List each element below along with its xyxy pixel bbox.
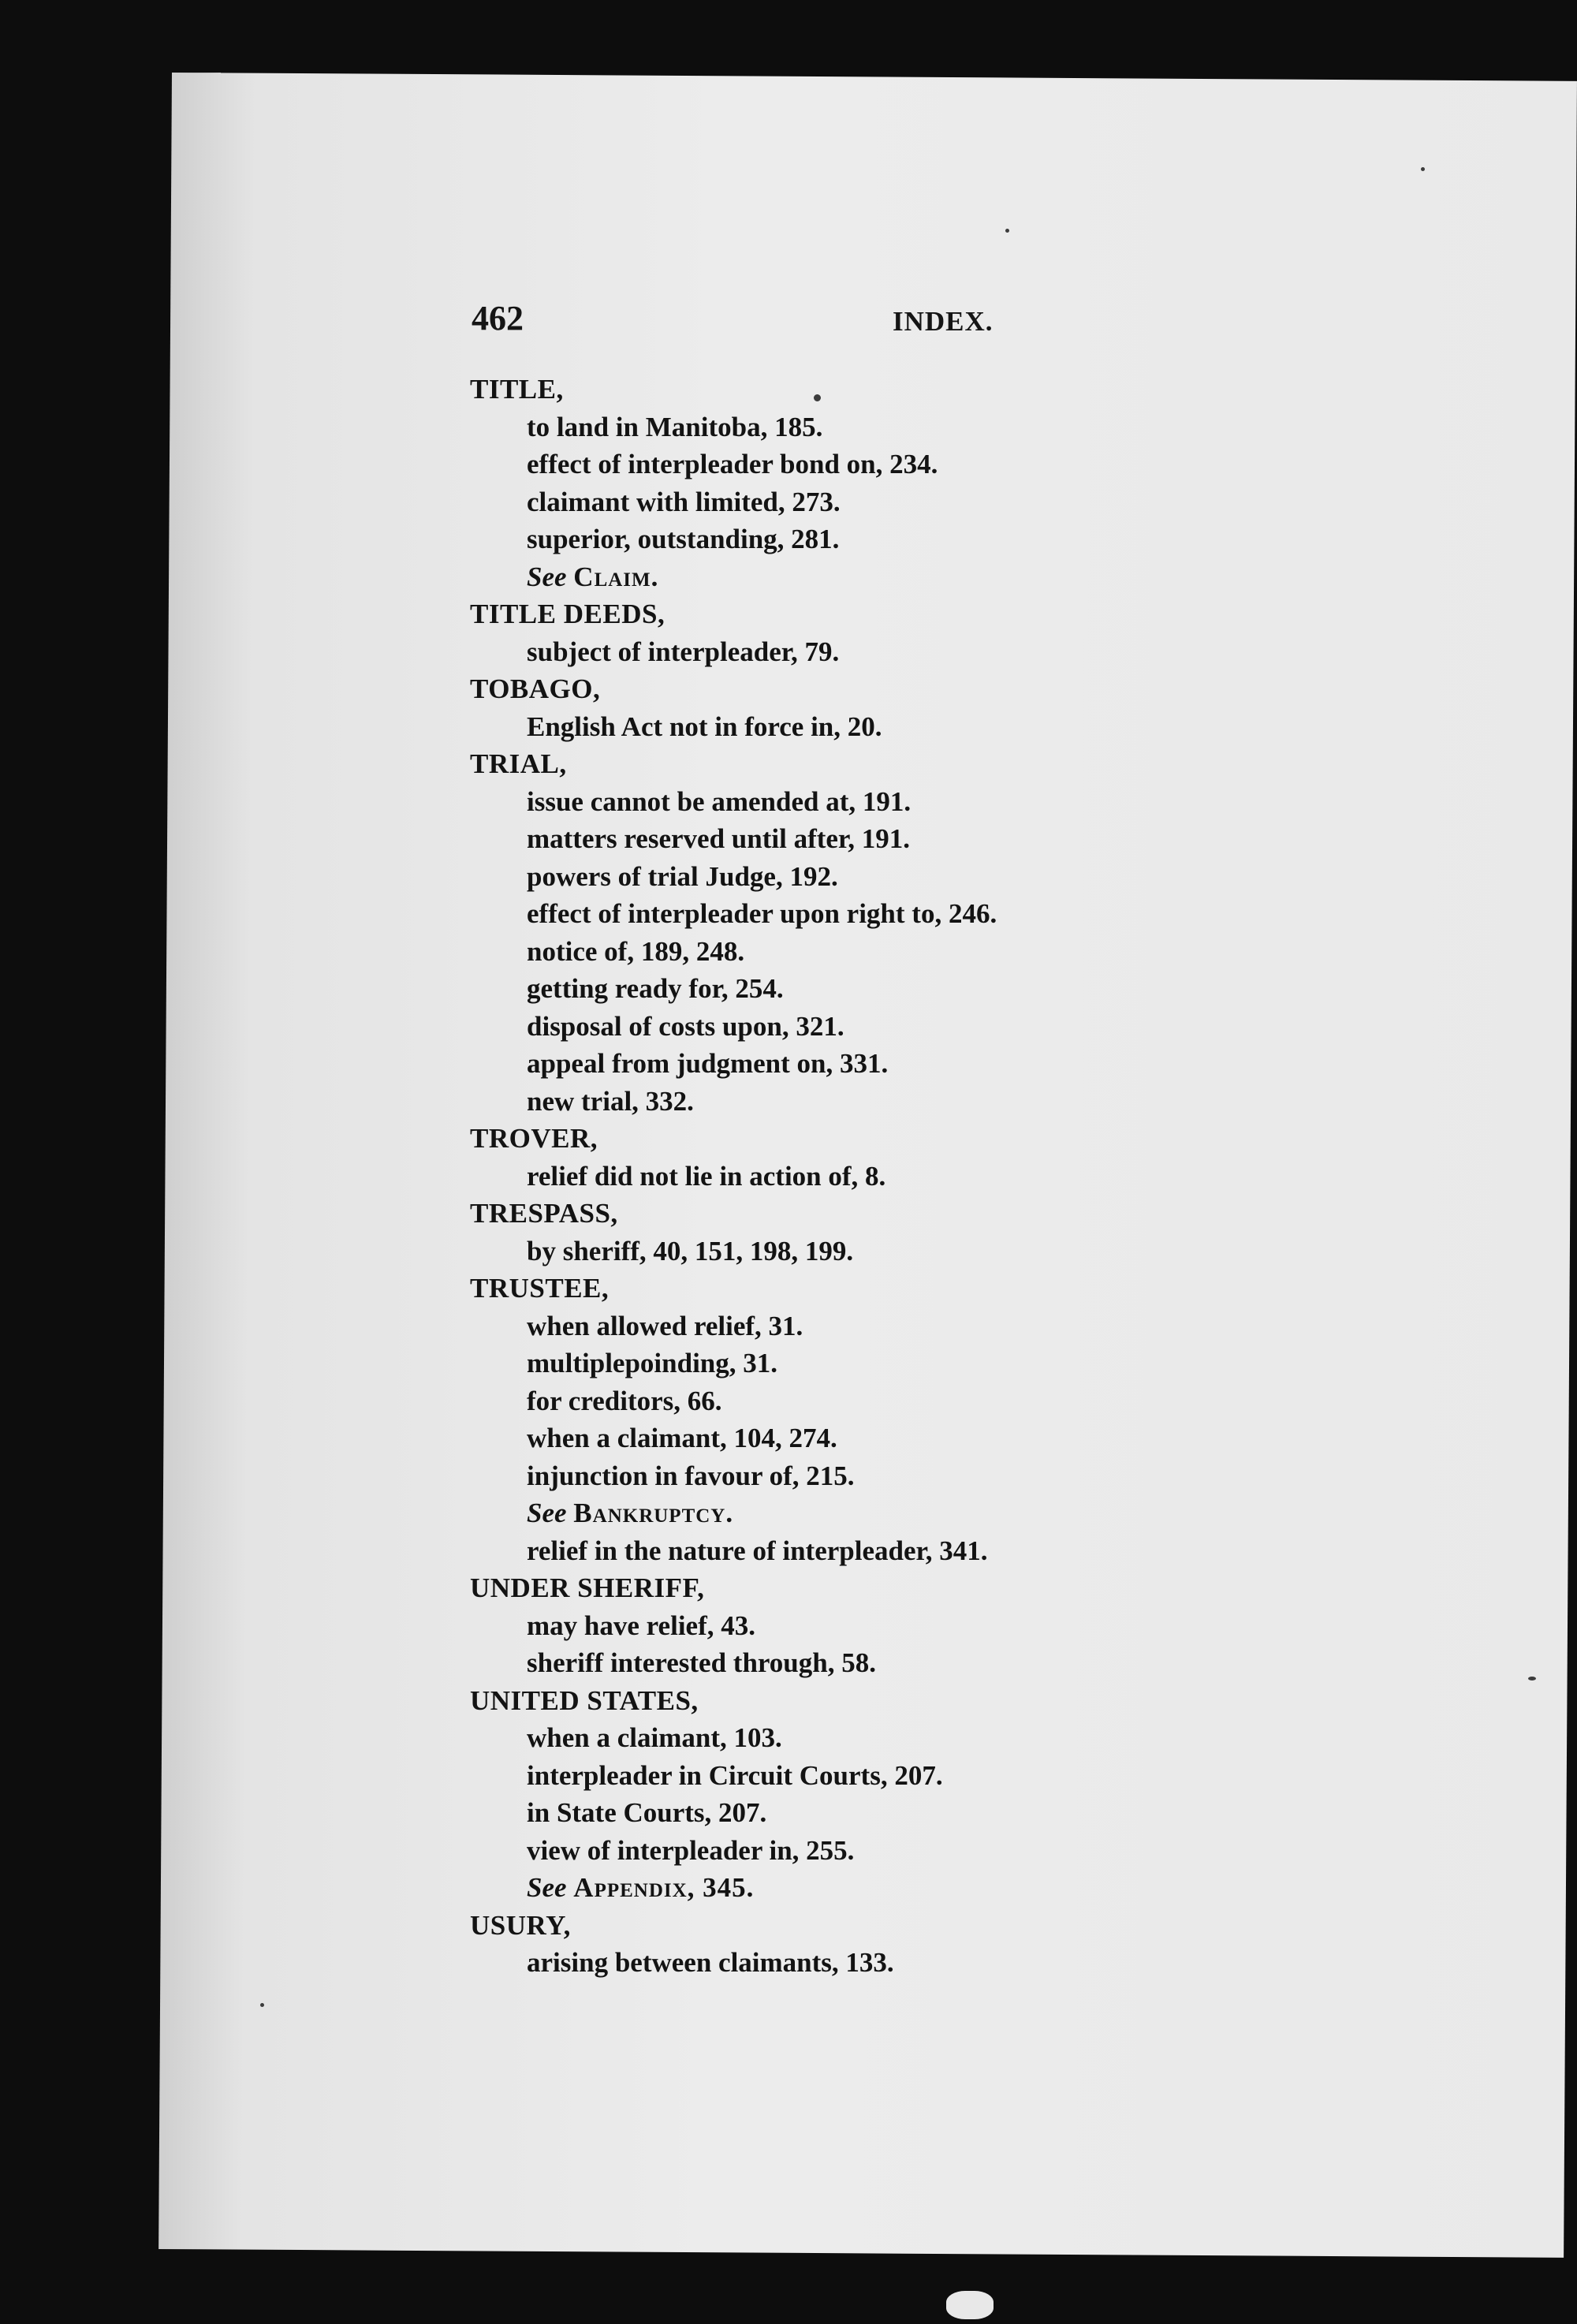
entry-heading: UNDER SHERIFF, (470, 1572, 705, 1603)
see-target: Claim. (573, 561, 659, 592)
entry-subitem: claimant with limited, 273. (527, 486, 841, 517)
entry-heading: TOBAGO, (470, 673, 601, 704)
see-target: Appendix, 345. (573, 1872, 755, 1903)
cross-reference (470, 558, 1416, 596)
entry-subitem: when allowed relief, 31. (527, 1310, 803, 1341)
index-entry-trover (470, 1120, 1416, 1195)
index-entry-trial (470, 745, 1416, 1120)
dust-speck (814, 394, 821, 401)
entry-subitem: view of interpleader in, 255. (527, 1834, 855, 1866)
index-entry-trespass (470, 1195, 1416, 1270)
index-entry-under-sheriff (470, 1569, 1416, 1682)
dust-speck (1005, 229, 1009, 233)
entry-heading: TROVER, (470, 1123, 598, 1154)
entry-subitem: interpleader in Circuit Courts, 207. (527, 1759, 943, 1791)
entry-subitem: when a claimant, 104, 274. (527, 1423, 837, 1453)
dust-speck (260, 2003, 264, 2007)
entry-subitem: superior, outstanding, 281. (527, 524, 840, 554)
entry-subitem: getting ready for, 254. (527, 973, 784, 1004)
entry-heading: TRESPASS, (470, 1198, 618, 1229)
page-title: INDEX. (893, 306, 994, 337)
entry-subitem: notice of, 189, 248. (527, 935, 745, 967)
entry-subitem: in State Courts, 207. (527, 1797, 767, 1828)
entry-subitem: multiplepoinding, 31. (527, 1348, 778, 1378)
index-entry-usury (470, 1907, 1416, 1982)
dust-speck (1528, 1677, 1536, 1681)
see-label: See (527, 1498, 567, 1528)
entry-subitem: relief in the nature of interpleader, 341. (527, 1535, 988, 1566)
entry-subitem: relief did not lie in action of, 8. (527, 1160, 886, 1192)
entry-subitem: subject of interpleader, 79. (527, 636, 840, 667)
index-entry-united-states (470, 1682, 1416, 1907)
entry-subitem: disposal of costs upon, 321. (527, 1010, 844, 1042)
entry-subitem: when a claimant, 103. (527, 1722, 782, 1753)
cross-reference (470, 1869, 1416, 1907)
entry-subitem: new trial, 332. (527, 1085, 694, 1117)
entry-subitem: English Act not in force in, 20. (527, 711, 882, 742)
index-list (470, 371, 1416, 1982)
entry-heading: UNITED STATES, (470, 1684, 699, 1716)
entry-heading: TRUSTEE, (470, 1273, 610, 1304)
entry-subitem: issue cannot be amended at, 191. (527, 785, 912, 817)
index-entry-title (470, 371, 1416, 595)
entry-subitem: effect of interpleader upon right to, 246. (527, 898, 997, 929)
index-entry-title-deeds (470, 595, 1416, 670)
index-entry-trustee (470, 1270, 1416, 1569)
cross-reference (470, 1494, 1416, 1532)
entry-subitem: arising between claimants, 133. (527, 1947, 894, 1978)
film-smudge (946, 2291, 994, 2319)
entry-subitem: powers of trial Judge, 192. (527, 860, 838, 892)
entry-subitem: sheriff interested through, 58. (527, 1647, 876, 1678)
see-target: Bankruptcy. (573, 1498, 734, 1528)
see-label: See (527, 1872, 567, 1903)
entry-heading: TITLE, (470, 374, 564, 405)
index-entry-tobago (470, 670, 1416, 745)
entry-subitem: appeal from judgment on, 331. (527, 1048, 889, 1079)
entry-subitem: matters reserved until after, 191. (527, 823, 910, 854)
entry-subitem: may have relief, 43. (527, 1610, 755, 1641)
entry-heading: TITLE DEEDS, (470, 599, 665, 629)
entry-subitem: effect of interpleader bond on, 234. (527, 449, 938, 479)
entry-heading: USURY, (470, 1909, 571, 1941)
entry-heading: TRIAL, (470, 748, 567, 779)
entry-subitem: by sheriff, 40, 151, 198, 199. (527, 1235, 854, 1266)
dust-speck (1421, 167, 1425, 171)
running-head (472, 298, 1023, 345)
entry-subitem: to land in Manitoba, 185. (527, 411, 823, 442)
see-label: See (527, 561, 567, 592)
page-number: 462 (472, 299, 524, 338)
entry-subitem: injunction in favour of, 215. (527, 1460, 855, 1491)
entry-subitem: for creditors, 66. (527, 1385, 722, 1416)
